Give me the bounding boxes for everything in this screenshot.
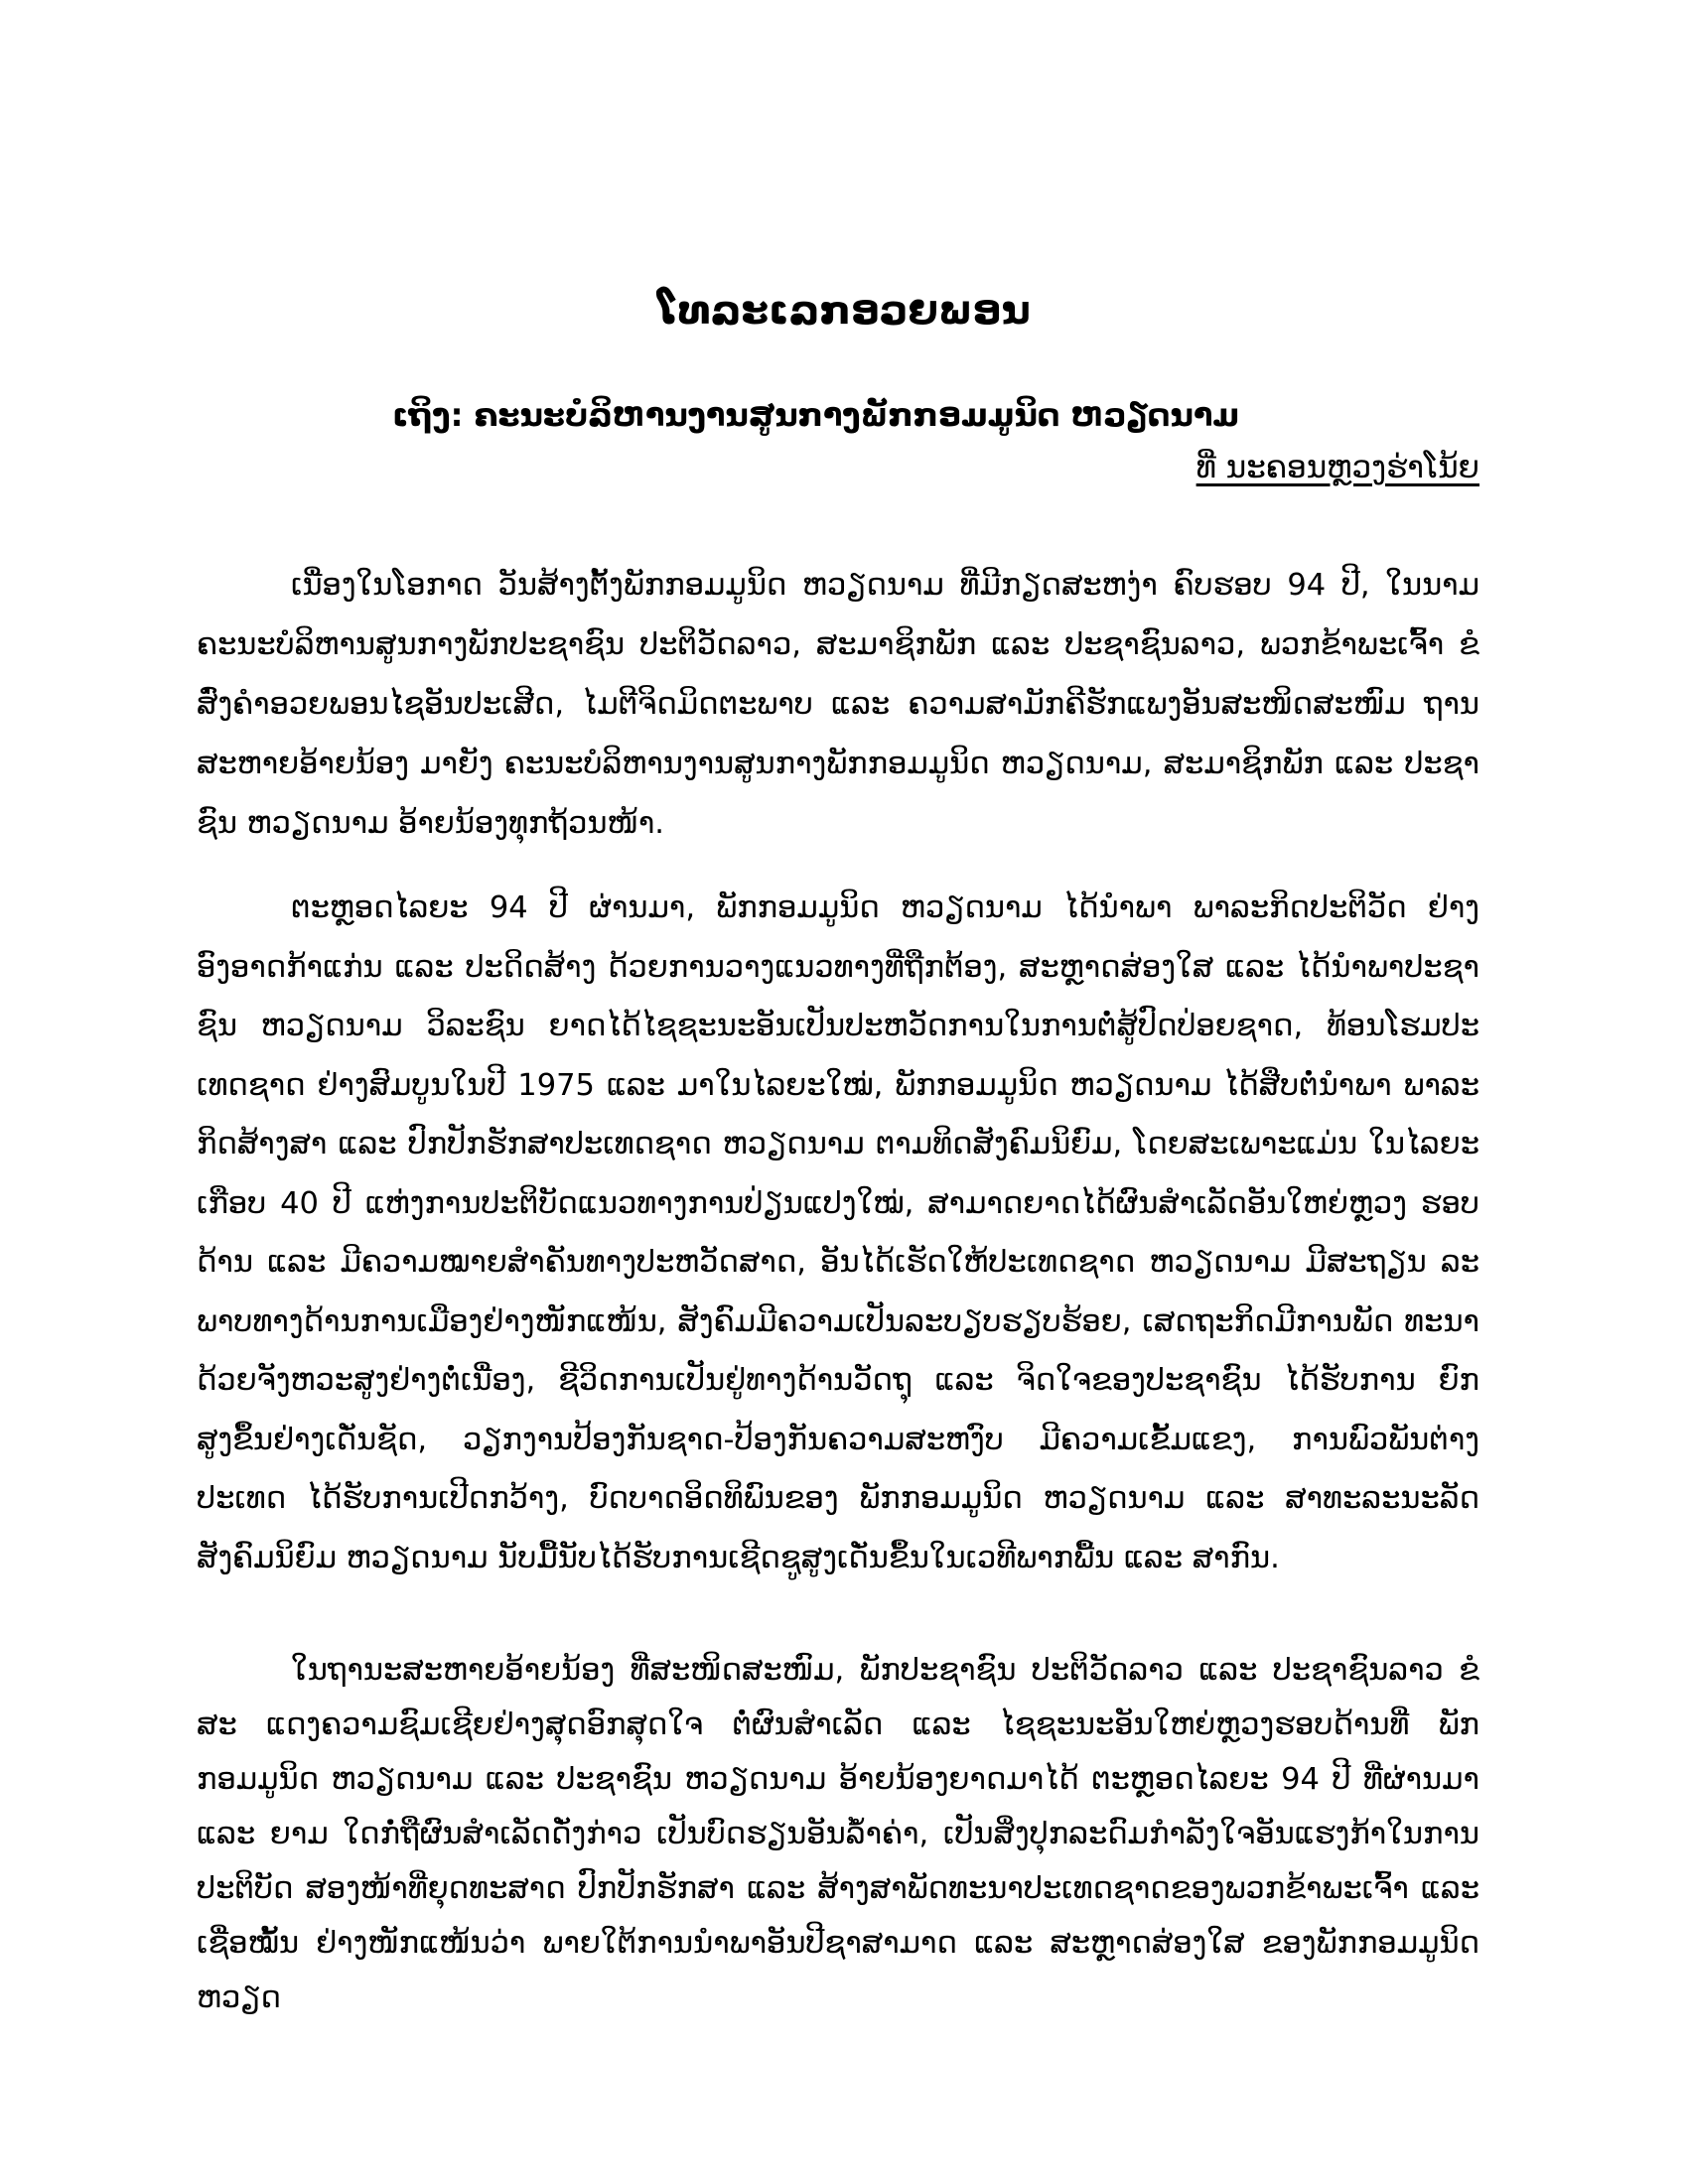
recipient-line: ເຖິງ: ຄະນະບໍລິຫານງານສູນກາງພັກກອມມູນິດ ຫວຽດນາມ: [392, 396, 1240, 434]
document-title: ໂທລະເລກອວຍພອນ: [657, 288, 1031, 334]
paragraph-congratulations: ໃນຖານະສະຫາຍອ້າຍນ້ອງ ທີ່ສະໜິດສະໜົມ, ພັກປະຊາຊົນ ປະຕິວັດລາວ ແລະ ປະຊາຊົນລາວ ຂໍສະ ແດງຄວາມຊົມເຊີຍຢ່າງສຸດອົກສຸດໃຈ ຕໍ່ຜົນສໍາເລັດ ແລະ ໄຊຊະນະອັນໃຫຍ່ຫຼວງຮອບດ້ານທີ່ ພັກກອມມູນິດ ຫວຽດນາມ ແລະ ປະຊາຊົນ ຫວຽດນາມ ອ້າຍນ້ອງຍາດມາໄດ້ ຕະຫຼອດໄລຍະ 94 ປີ ທີ່ຜ່ານມາ ແລະ ຍາມ ໃດກໍ່ຖືຜົນສໍາເລັດດັ່ງກ່າວ ເປັນບົດຮຽນອັນລໍ້າຄ່າ, ເປັນສິ່ງປຸກລະດົມກໍາລັງໃຈອັນແຮງກ້າໃນການປະຕິບັດ ສອງໜ້າທີ່ຍຸດທະສາດ ປົກປັກຮັກສາ ແລະ ສ້າງສາພັດທະນາປະເທດຊາດຂອງພວກຂ້າພະເຈົ້າ ແລະ ເຊື່ອໝັ້ນ ຢ່າງໜັກແໜ້ນວ່າ ພາຍໃຕ້ການນໍາພາອັນປີຊາສາມາດ ແລະ ສະຫຼາດສ່ອງໃສ ຂອງພັກກອມມູນິດ ຫວຽດ: [197, 1653, 1479, 2015]
paragraph-history: ຕະຫຼອດໄລຍະ 94 ປີ ຜ່ານມາ, ພັກກອມມູນິດ ຫວຽດນາມ ໄດ້ນໍາພາ ພາລະກິດປະຕິວັດ ຢ່າງ ອົງອາດກ້າແກ່ນ ແລະ ປະດິດສ້າງ ດ້ວຍການວາງແນວທາງທີ່ຖືກຕ້ອງ, ສະຫຼາດສ່ອງໃສ ແລະ ໄດ້ນໍາພາປະຊາ ຊົນ ຫວຽດນາມ ວິລະຊົນ ຍາດໄດ້ໄຊຊະນະອັນເປັນປະຫວັດການໃນການຕໍ່ສູ້ປົດປ່ອຍຊາດ, ທ້ອນໂຮມປະ ເທດຊາດ ຢ່າງສົມບູນໃນປີ 1975 ແລະ ມາໃນໄລຍະໃໝ່, ພັກກອມມູນິດ ຫວຽດນາມ ໄດ້ສືບຕໍ່ນໍາພາ ພາລະ ກິດສ້າງສາ ແລະ ປົກປັກຮັກສາປະເທດຊາດ ຫວຽດນາມ ຕາມທິດສັງຄົມນິຍົມ, ໂດຍສະເພາະແມ່ນ ໃນໄລຍະ ເກືອບ 40 ປີ ແຫ່ງການປະຕິບັດແນວທາງການປ່ຽນແປງໃໝ່, ສາມາດຍາດໄດ້ຜົນສໍາເລັດອັນໃຫຍ່ຫຼວງ ຮອບດ້ານ ແລະ ມີຄວາມໝາຍສໍາຄັນທາງປະຫວັດສາດ, ອັນໄດ້ເຮັດໃຫ້ປະເທດຊາດ ຫວຽດນາມ ມີສະຖຽນ ລະພາບທາງດ້ານການເມືອງຢ່າງໜັກແໜ້ນ, ສັງຄົມມີຄວາມເປັນລະບຽບຮຽບຮ້ອຍ, ເສດຖະກິດມີການພັດ ທະນາດ້ວຍຈັງຫວະສູງຢ່າງຕໍ່ເນື່ອງ, ຊີວິດການເປັນຢູ່ທາງດ້ານວັດຖຸ ແລະ ຈິດໃຈຂອງປະຊາຊົນ ໄດ້ຮັບການ ຍົກສູງຂຶ້ນຢ່າງເດັ່ນຊັດ, ວຽກງານປ້ອງກັນຊາດ-ປ້ອງກັນຄວາມສະຫງົບ ມີຄວາມເຂັ້ມແຂງ, ການພົວພັນຕ່າງ ປະເທດ ໄດ້ຮັບການເປີດກວ້າງ, ບົດບາດອິດທິພົນຂອງ ພັກກອມມູນິດ ຫວຽດນາມ ແລະ ສາທະລະນະລັດ ສັງຄົມນິຍົມ ຫວຽດນາມ ນັບມື້ນັບໄດ້ຮັບການເຊີດຊູສູງເດັ່ນຂຶ້ນໃນເວທີພາກພື້ນ ແລະ ສາກົນ.: [197, 890, 1479, 1575]
paragraph-greeting: ເນື່ອງໃນໂອກາດ ວັນສ້າງຕັ້ງພັກກອມມູນິດ ຫວຽດນາມ ທີ່ມີກຽດສະຫງ່າ ຄົບຮອບ 94 ປີ, ໃນນາມ ຄະນະບໍລິຫານສູນກາງພັກປະຊາຊົນ ປະຕິວັດລາວ, ສະມາຊິກພັກ ແລະ ປະຊາຊົນລາວ, ພວກຂ້າພະເຈົ້າ ຂໍ ສົ່ງຄໍາອວຍພອນໄຊອັນປະເສີດ, ໄມຕີຈິດມິດຕະພາບ ແລະ ຄວາມສາມັກຄີຮັກແພງອັນສະໜິດສະໜົມ ຖານ ສະຫາຍອ້າຍນ້ອງ ມາຍັງ ຄະນະບໍລິຫານງານສູນກາງພັກກອມມູນິດ ຫວຽດນາມ, ສະມາຊິກພັກ ແລະ ປະຊາ ຊົນ ຫວຽດນາມ ອ້າຍນ້ອງທຸກຖ້ວນໜ້າ.: [197, 568, 1479, 841]
location-line: ທີ່ ນະຄອນຫຼວງຮ່າໂນ້ຍ: [1196, 450, 1479, 485]
